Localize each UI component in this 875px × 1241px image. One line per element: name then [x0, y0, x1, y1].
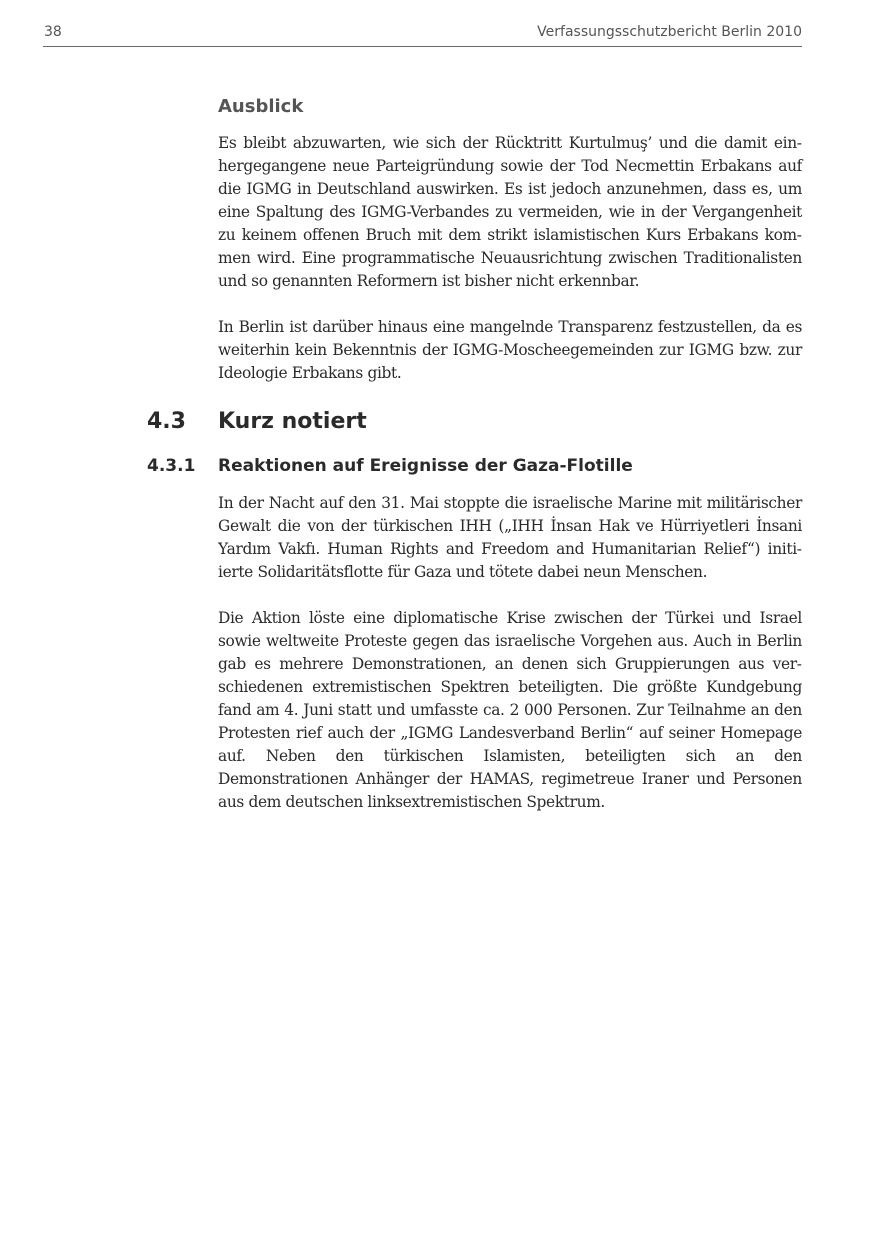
gaza-paragraph-1 [218, 492, 802, 584]
ausblick-heading: Ausblick [218, 96, 304, 117]
ausblick-paragraph-2 [218, 316, 802, 385]
ausblick-paragraph-2-text: In Berlin ist darüber hinaus eine mangelnde Transparenz festzustellen, da es weiterhin kein Bekenntnis der IGMG-Moscheegemeinden zur IGMG bzw. zur Ideologie Erbakans gibt. [218, 318, 802, 382]
section-title-4-3-1: Reaktionen auf Ereignisse der Gaza-Flotille [218, 456, 633, 476]
gaza-paragraph-2-text: Die Aktion löste eine diplomatische Krise zwischen der Türkei und Israel sowie weltweite Proteste gegen das israelische Vorgehen aus. Auch in Berlin gab es mehrere Demonstrationen, an denen sich Gruppierungen aus verschiedenen extremistischen Spektren beteiligten. Die größte Kundgebung fand am 4. Juni statt und umfasste ca. 2 000 Personen. Zur Teilnahme an den Protesten rief auch der „IGMG Landesverband Berlin“ auf seiner Homepage auf. Neben den türkischen Islamisten, beteiligten sich an den Demonstrationen Anhänger der HAMAS, regimetreue Iraner und Personen aus dem deutschen linksextremistischen Spektrum. [218, 609, 802, 811]
section-number-4-3-1: 4.3.1 [147, 456, 196, 476]
ausblick-paragraph-1-text: Es bleibt abzuwarten, wie sich der Rücktritt Kurtulmuş’ und die damit einhergegangene neue Parteigründung sowie der Tod Necmettin Erbakans auf die IGMG in Deutschland auswirken. Es ist jedoch anzunehmen, dass es, um eine Spaltung des IGMG-Verbandes zu vermeiden, wie in der Vergangenheit zu keinem offenen Bruch mit dem strikt islamistischen Kurs Erbakans kommen wird. Eine programmatische Neuausrichtung zwischen Traditionalisten und so genannten Reformern ist bisher nicht erkennbar. [218, 134, 802, 290]
section-title-4-3: Kurz notiert [218, 409, 367, 434]
page-header [43, 22, 802, 47]
ausblick-paragraph-1 [218, 132, 802, 293]
running-title: Verfassungsschutzbericht Berlin 2010 [537, 24, 802, 40]
gaza-paragraph-2 [218, 607, 802, 814]
section-number-4-3: 4.3 [147, 409, 186, 434]
page-number: 38 [44, 24, 62, 40]
gaza-paragraph-1-text: In der Nacht auf den 31. Mai stoppte die israelische Marine mit militärischer Gewalt die von der türkischen IHH („IHH İnsan Hak ve Hürriyetleri İnsani Yardım Vakfı. Human Rights and Freedom and Humanitarian Relief“) initiierte Solidaritätsflotte für Gaza und tötete dabei neun Menschen. [218, 494, 802, 581]
